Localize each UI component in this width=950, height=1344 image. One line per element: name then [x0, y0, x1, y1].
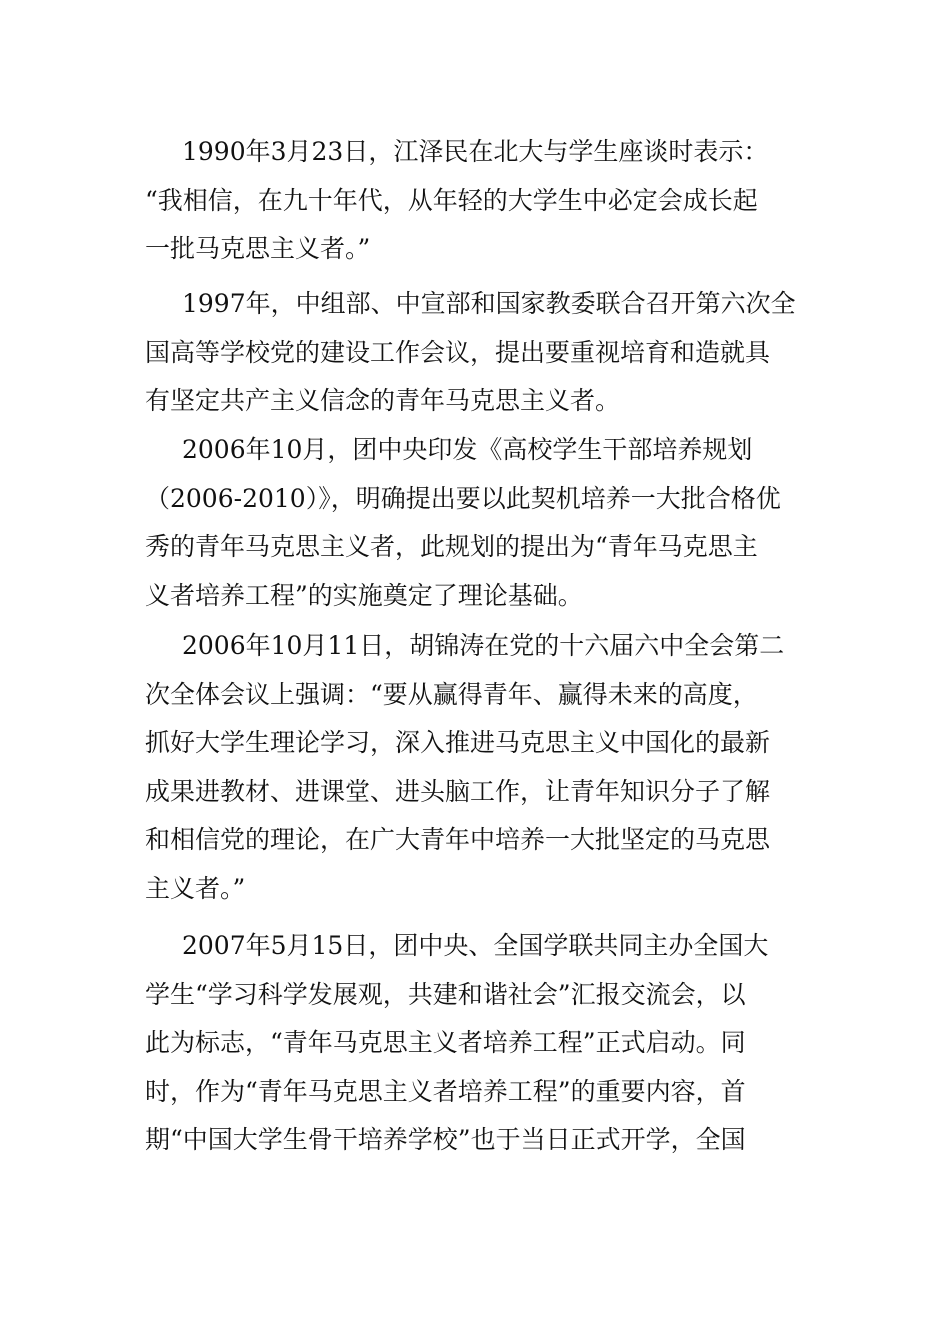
- text-line: 1997年，中组部、中宣部和国家教委联合召开第六次全: [182, 289, 796, 318]
- text-line: 一批马克思主义者。”: [145, 234, 371, 263]
- text-line: 成果进教材、进课堂、进头脑工作，让青年知识分子了解: [145, 776, 771, 806]
- text-line: 次全体会议上强调：“要从赢得青年、赢得未来的高度，: [145, 679, 758, 709]
- paragraph-1990: [145, 128, 805, 274]
- paragraph-2006-oct-11: [145, 622, 805, 913]
- text-line: 主义者。”: [145, 873, 246, 903]
- text-line: 和相信党的理论，在广大青年中培养一大批坚定的马克思: [145, 825, 771, 854]
- text-line: 此为标志，“青年马克思主义者培养工程”正式启动。同: [145, 1028, 746, 1057]
- text-line: 有坚定共产主义信念的青年马克思主义者。: [145, 386, 621, 415]
- text-line: 2007年5月15日，团中央、全国学联共同主办全国大: [182, 931, 769, 960]
- paragraph-2006-oct: [145, 426, 805, 620]
- text-line: 学生“学习科学发展观，共建和谐社会”汇报交流会，以: [145, 979, 746, 1009]
- text-line: 秀的青年马克思主义者，此规划的提出为“青年马克思主: [145, 532, 758, 561]
- text-line: 国高等学校党的建设工作会议，提出要重视培育和造就具: [145, 337, 771, 367]
- text-line: 2006年10月11日，胡锦涛在党的十六届六中全会第二: [182, 631, 785, 660]
- text-line: 时，作为“青年马克思主义者培养工程”的重要内容，首: [145, 1076, 746, 1106]
- text-line: 1990年3月23日，江泽民在北大与学生座谈时表示：: [182, 137, 769, 166]
- text-line: （2006-2010）》，明确提出要以此契机培养一大批合格优: [145, 483, 781, 513]
- text-line: “我相信，在九十年代，从年轻的大学生中必定会成长起: [145, 185, 758, 215]
- text-line: 义者培养工程”的实施奠定了理论基础。: [145, 580, 583, 610]
- text-line: 2006年10月，团中央印发《高校学生干部培养规划: [182, 435, 753, 464]
- text-line: 抓好大学生理论学习，深入推进马克思主义中国化的最新: [145, 728, 771, 757]
- paragraph-2007: [145, 922, 805, 1165]
- paragraph-1997: [145, 280, 805, 426]
- text-line: 期“中国大学生骨干培养学校”也于当日正式开学，全国: [145, 1125, 746, 1154]
